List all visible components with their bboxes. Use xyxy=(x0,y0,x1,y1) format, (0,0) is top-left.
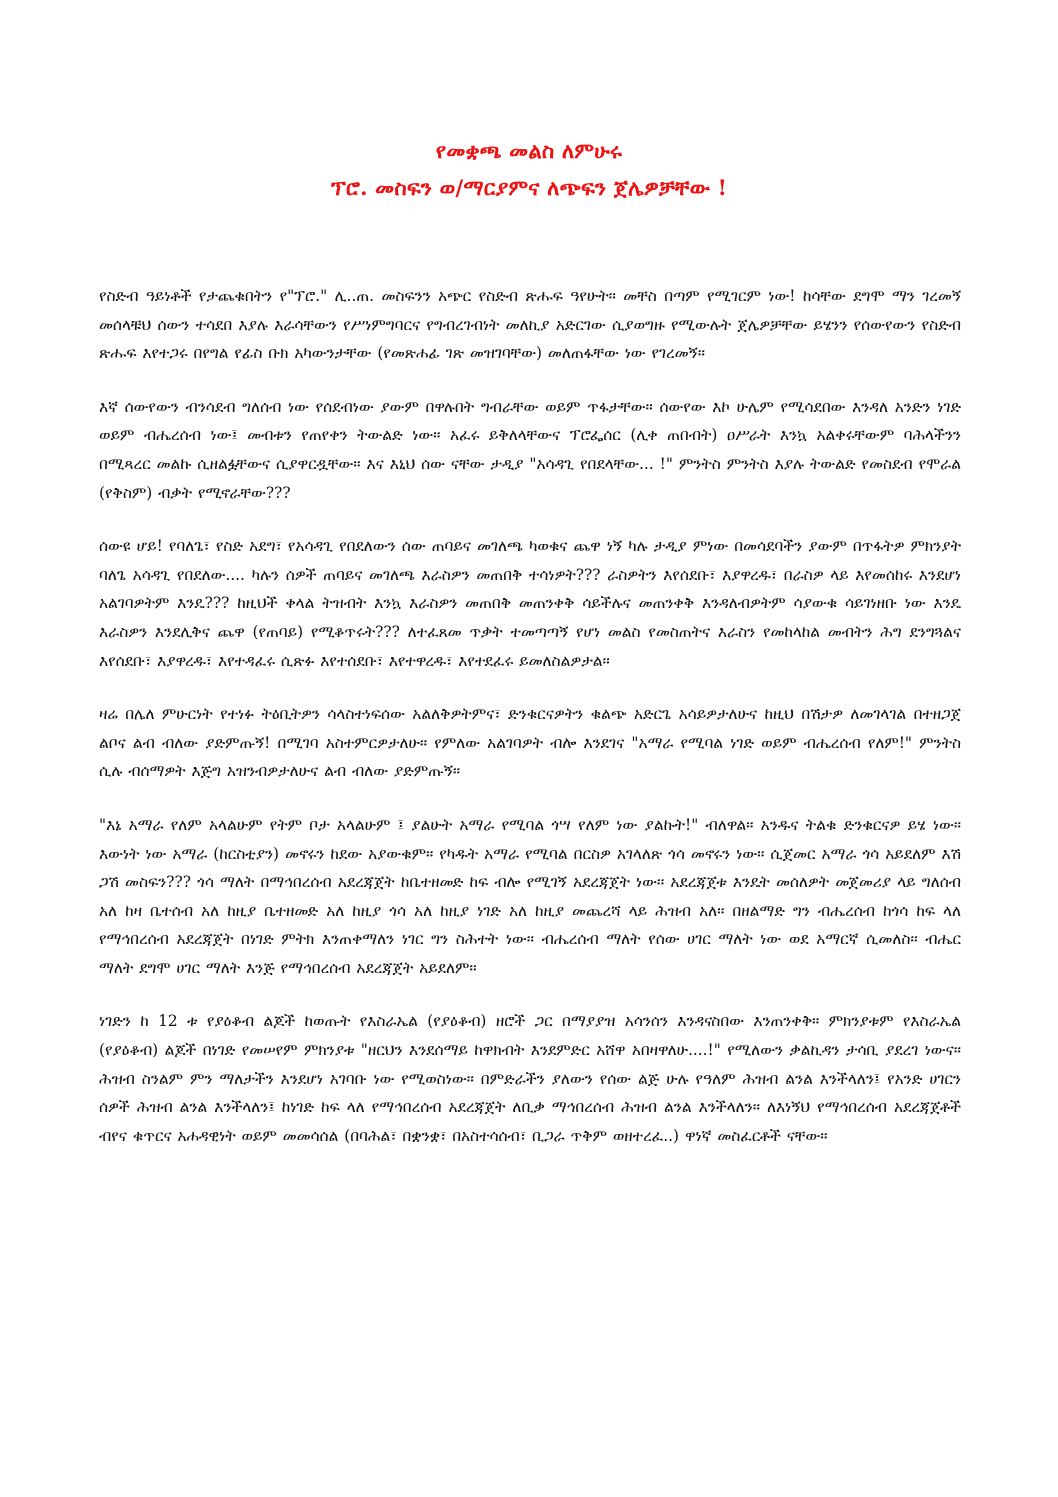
paragraph-3: ሰውዩ ሆይ! የባለጌ፣ የስድ አደግ፣ የአሳዳጊ የበደለውን ሰው ጠባይና መገለጫ ካወቁና ጨዋ ነኝ ካሉ ታዲያ ምነው በመሳደባችን ያውም በጥፋትዎ ምክንያት ባለጌ አሳዳጊ የበደለው.... ካሉን ሰዎች ጠባይና መገለጫ እራስዎን መጠበቅ ተሳነዎት??? ራስዎትን እየሰደቡ፣ እያዋረዱ፣ በራስዎ ላይ እየመሰከሩ እንደሆነ አልገባዎትም እንዴ??? ከዚህች ቀላል ትዝብት እንኳ እራስዎን መጠበቅ መጠንቀቅ ሳይችሉና መጠንቀቅ እንዳለብዎትም ሳያውቁ ሳይገነዘቡ ነው እንዴ እራስዎን እንደሊቅና ጨዋ (የጠባይ) የሚቆጥሩት??? ለተፈጸመ ጥቃት ተመጣጣኝ የሆነ መልስ የመስጠትና እራስን የመከላከል መብትን ሕግ ደንግጓልና እየሰደቡ፣ እያዋረዱ፣ እየተዳፈሩ ሲጽፉ እየተሰደቡ፣ እየተዋረዱ፣ እየተደፈሩ ይመለስልዎታል፡፡ xyxy=(99,537,961,670)
document-title xyxy=(0,132,1058,206)
paragraph-4: ዛሬ በሌለ ምሁርነት የተነፉ ትዕቢትዎን ሳላስተነፍሰው አልለቅዎትምና፣ ድንቁርናዎትን ቁልጭ አድርጌ አሳይዎታለሁና ከዚህ በሽታዎ ለመገላገል በተዘጋጀ ልቦና ልብ ብለው ያድምጡኝ! በሚገባ አስተምርዎታለሁ፡፡ የምለው አልገባዎት ብሎ እንደገና "አማራ የሚባል ነገድ ወይም ብሔረሰብ የለም!" ምንትስ ሲሉ ብሰማዎት እጅግ አዝንብዎታለሁና ልብ ብለው ያድምጡኝ፡፡ xyxy=(99,705,961,781)
title-line-1: የመቋጫ መልስ ለምሁሩ xyxy=(435,138,623,163)
paragraph-5: "እኔ አማራ የለም አላልሁም የትም ቦታ አላልሁም ፤ ያልሁት አማራ የሚባል ጎሣ የለም ነው ያልኩት!" ብለዋል፡፡ አንዱና ትልቁ ድንቁርናዎ ይሄ ነው፡፡ እውነት ነው አማራ (ከርስቲያን) መኖሩን ከደው አያውቁም፡፡ የካዱት አማራ የሚባል በርስዎ አገላለጽ ጎሳ መኖሩን ነው፡፡ ሲጀመር አማራ ጎሳ አይደለም እሽ ጋሽ መስፍን??? ጎሳ ማለት በማኅበረሰብ አደረጃጀት ከቤተዘመድ ከፍ ብሎ የሚገኝ አደረጃጀት ነው፡፡ አደረጃጀቱ እንዴት መሰለዎት መጀመሪያ ላይ ግለሰብ አለ ከዛ ቤተሰብ አለ ከዚያ ቤተዘመድ አለ ከዚያ ጎሳ አለ ከዚያ ነገድ አለ ከዚያ መጨረሻ ላይ ሕዝብ አለ፡፡ በዘልማድ ግን ብሔረሰብ ከጎሳ ከፍ ላለ የማኅበረሰብ አደረጃጀት በነገድ ምትክ እንጠቀማለን ነገር ግን ስሕተት ነው፡፡ ብሔረሰብ ማለት የሰው ሀገር ማለት ነው ወደ አማርኛ ሲመለስ፡፡ ብሔር ማለት ደግሞ ሀገር ማለት እንጅ የማኅበረሰብ አደረጃጀት አይደለም፡፡ xyxy=(99,815,961,977)
paragraph-2: እኛ ሰውየውን ብንሳደብ ግለሰብ ነው የሰደብነው ያውም በዋሉበት ግብራቸው ወይም ጥፋታቸው፡፡ ሰውየው እኮ ሁሌም የሚሳደበው እንዳለ አንድን ነገድ ወይም ብሔረሰብ ነው፤ መብቱን የጠየቀን ትውልድ ነው፡፡ አፈሩ ይቅለላቸውና ፕሮፌሰር (ሊቀ ጠበብት) ዐሥራት እንኳ አልቀሩቸውም ባሕላችንን በሚጻረር መልኩ ሲዘልፏቸውና ሲያዋርዷቸው፡፡ እና እኒህ ሰው ናቸው ታዲያ "አሳዳጊ የበደላቸው... !" ምንትስ ምንትስ እያሉ ትውልድ የመስደብ የሞራል (የቅስም) ብቃት የሚኖራቸው??? xyxy=(99,397,962,502)
title-line-2: ፕሮ. መስፍን ወ/ማርያምና ለጭፍን ጀሌዎቻቸው ! xyxy=(331,175,727,200)
document-body xyxy=(99,282,961,1175)
paragraph-1: የስድብ ዓይነቶች የታጨቁበትን የ"ፕሮ." ሊ..ጠ. መስፍንን አጭር የስድብ ጽሑፍ ዓየሁት፡፡ መቸስ በጣም የሚገርም ነው! ከሳቸው ደግሞ ማን ገረመኝ መሰላቹህ ሰውን ተሳደበ እያሉ እራሳቸውን የሥነምግባርና የግብረገብነት መለኪያ አድርገው ሲያወግዙ የሚውሉት ጀሌዎቻቸው ይሄንን የሰውየውን የስድብ ጽሑፍ እየተጋሩ በየግል የፊስ ቡክ አካውንታቸው (የመጽሐፊ ገጽ መዝገባቸው) መለጠፋቸው ነው የገረመኝ፡፡ xyxy=(99,287,961,363)
paragraph-6: ነገድን ከ 12 ቱ የያዕቆብ ልጆች ከወጡት የእስራኤል (የያዕቆብ) ዘሮች ጋር በማያያዝ አሳንሰን እንዳናስበው እንጠንቀቅ፡፡ ምክንያቱም የእስራኤል (የያዕቆብ) ልጆች በነገድ የመሠየም ምክንያቱ "ዘርህን እንደሰማይ ከዋክብት እንደምድር አሸዋ አበዛዋለሁ....!" የሚለውን ቃልኪዳን ታሳቢ ያደረገ ነውና፡፡ ሕዝብ ስንልም ምን ማለታችን እንደሆነ አገባቡ ነው የሚወስነው፡፡ በምድራችን ያለውን የሰው ልጅ ሁሉ የዓለም ሕዝብ ልንል እንችላለን፤ የአንድ ሀገርን ሰዎች ሕዝብ ልንል እንችላለን፤ ከነገድ ከፍ ላለ የማኅበረሰብ አደረጃጀት ለቢቃ ማኅበረሰብ ሕዝብ ልንል እንችላለን፡፡ ለእነኝህ የማኅበረሰብ አደረጃጀቶች ብየና ቁጥርና አሐዳዊነት ወይም መመሳሰል (በባሕል፣ በቋንቋ፣ በአስተሳሰብ፣ ቢጋራ ጥቅም ወዘተረፈ..) ዋነኛ መስፈርቶች ናቸው፡፡ xyxy=(99,1012,961,1145)
